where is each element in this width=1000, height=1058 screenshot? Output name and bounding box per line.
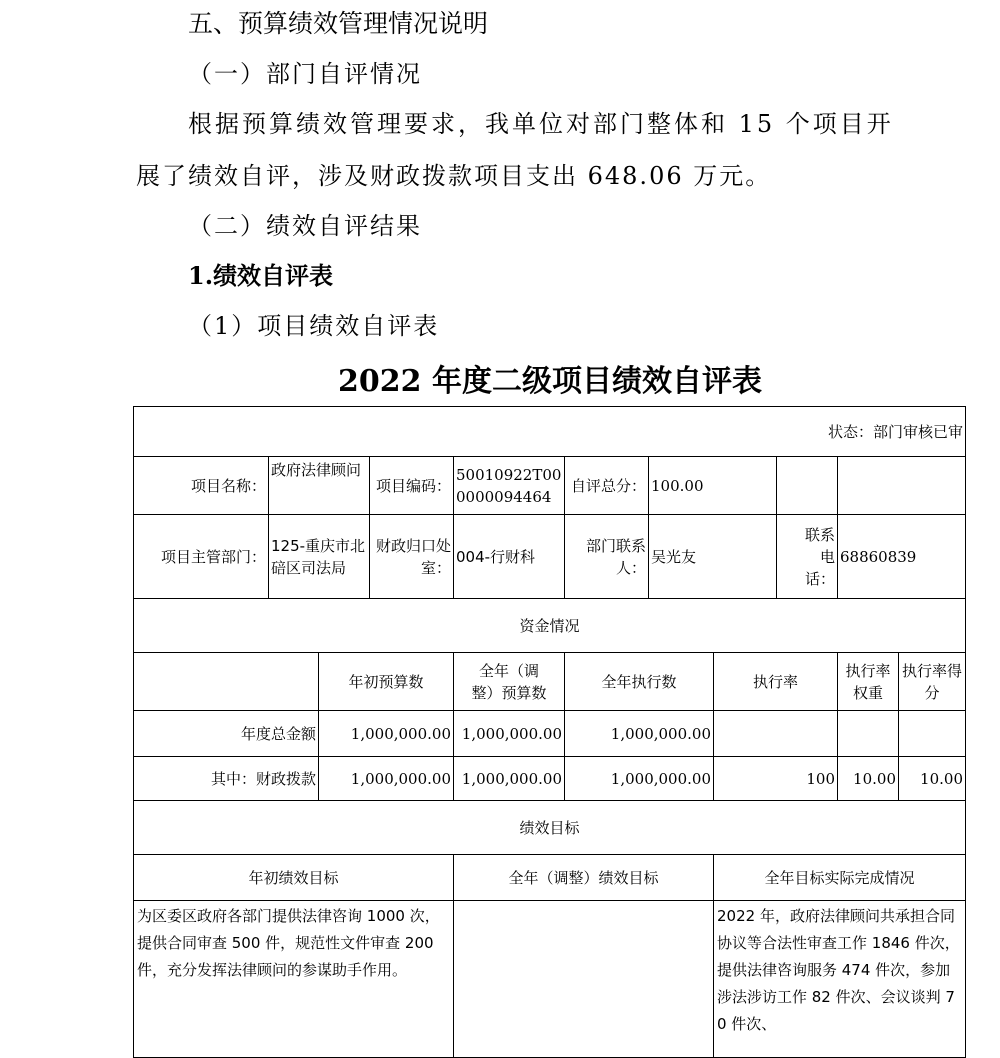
table-title: 2022 年度二级项目绩效自评表 — [338, 364, 762, 399]
dept-value: 125-重庆市北碚区司法局 — [269, 515, 370, 599]
subsection-self-eval-result: （二）绩效自评结果 — [188, 212, 422, 240]
actual-text: 2022 年，政府法律顾问共承担合同协议等合法性审查工作 1846 件次，提供法律咨询服务 474 件次，参加涉法涉访工作 82 件次、会议谈判 70 件次、 — [714, 901, 966, 1058]
paragraph-line-1: 根据预算绩效管理要求，我单位对部门整体和 15 个项目开 — [188, 110, 894, 138]
row-fiscal-initial: 1,000,000.00 — [319, 757, 454, 801]
contact-value: 吴光友 — [649, 515, 777, 599]
adjusted-goal-text — [454, 901, 714, 1058]
col-rate: 执行率 — [714, 653, 838, 711]
subsection-dept-self-eval: （一）部门自评情况 — [188, 60, 422, 88]
empty-cell — [714, 711, 838, 757]
empty-cell — [838, 457, 966, 515]
col-adjusted-goal: 全年（调整）绩效目标 — [454, 855, 714, 901]
row-fiscal-weight: 10.00 — [838, 757, 899, 801]
paragraph-line-2: 展了绩效自评，涉及财政拨款项目支出 648.06 万元。 — [136, 162, 772, 190]
project-name-value: 政府法律顾问 — [269, 457, 370, 515]
status-text: 状态：部门审核已审 — [827, 422, 963, 441]
initial-goal-text: 为区委区政府各部门提供法律咨询 1000 次，提供合同审查 500 件，规范性文件审查 200 件，充分发挥法律顾问的参谋助手作用。 — [134, 901, 454, 1058]
col-adjusted-budget: 全年（调整）预算数 — [454, 653, 565, 711]
col-initial-goal: 年初绩效目标 — [134, 855, 454, 901]
col-rate-weight: 执行率权重 — [838, 653, 899, 711]
col-initial-budget: 年初预算数 — [319, 653, 454, 711]
empty-cell — [777, 457, 838, 515]
row-fiscal-label: 其中：财政拨款 — [134, 757, 319, 801]
status-cell — [134, 407, 966, 457]
empty-cell — [899, 711, 966, 757]
performance-table — [133, 406, 966, 1058]
phone-label: 联系电话： — [777, 515, 838, 599]
row-annual-total-initial: 1,000,000.00 — [319, 711, 454, 757]
dept-label: 项目主管部门： — [134, 515, 269, 599]
contact-label: 部门联系人： — [565, 515, 649, 599]
score-label: 自评总分： — [565, 457, 649, 515]
row-annual-total-executed: 1,000,000.00 — [565, 711, 714, 757]
finance-value: 004-行财科 — [454, 515, 565, 599]
project-name-label: 项目名称： — [134, 457, 269, 515]
row-fiscal-executed: 1,000,000.00 — [565, 757, 714, 801]
row-fiscal-rate: 100 — [714, 757, 838, 801]
empty-cell — [134, 653, 319, 711]
project-code-label: 项目编码： — [370, 457, 454, 515]
empty-cell — [838, 711, 899, 757]
finance-label: 财政归口处室： — [370, 515, 454, 599]
phone-value: 68860839 — [838, 515, 966, 599]
row-annual-total-adjusted: 1,000,000.00 — [454, 711, 565, 757]
col-executed: 全年执行数 — [565, 653, 714, 711]
subsection-self-eval-table: 1.绩效自评表 — [188, 261, 334, 290]
row-fiscal-score: 10.00 — [899, 757, 966, 801]
section-heading: 五、预算绩效管理情况说明 — [188, 9, 489, 38]
subsection-project-table: （1）项目绩效自评表 — [188, 312, 440, 340]
row-annual-total-label: 年度总金额 — [134, 711, 319, 757]
goals-header: 绩效目标 — [134, 801, 966, 855]
row-fiscal-adjusted: 1,000,000.00 — [454, 757, 565, 801]
col-actual: 全年目标实际完成情况 — [714, 855, 966, 901]
project-code-value: 50010922T000000094464 — [454, 457, 565, 515]
funds-header: 资金情况 — [134, 599, 966, 653]
score-value: 100.00 — [649, 457, 777, 515]
col-rate-score: 执行率得分 — [899, 653, 966, 711]
